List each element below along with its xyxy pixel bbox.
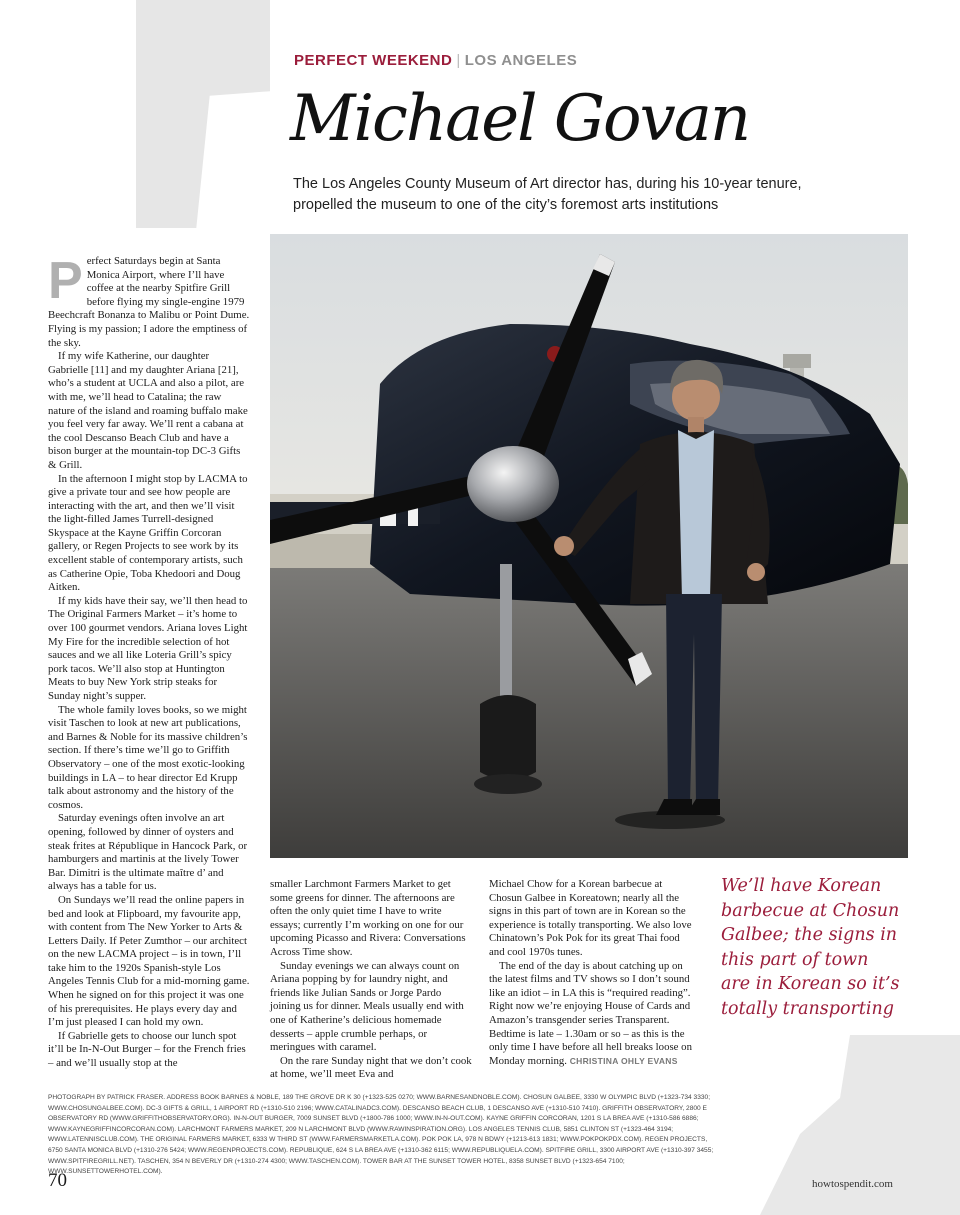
body-paragraph: In the afternoon I might stop by LACMA to give a private tour and see how people are interacting with the art, and then we’ll visit the light-filled James Turrell-designed Skyspace at the Kayne Griffin Corcoran gallery, or Regen Projects to see work by its excellent stable of contemporary artists, such as Catherine Opie, Toba Khedoori and Doug Aitken. xyxy=(48,472,248,594)
open-quote-mark xyxy=(136,0,270,228)
body-paragraph: On Sundays we’ll read the online papers in bed and look at Flipboard, my favourite app, with content from The New Yorker to Arts & Letters Daily. If Peter Zumthor – our architect on the new LACMA project – is in town, I’ll take him to the 1920s Spanish-style Los Angeles Tennis Club for a mid-morning game. When he signed on for this project it was one of his prerequisites. He plays every day and I’m just pleased I can hold my own. xyxy=(48,893,250,1029)
byline: CHRISTINA OHLY EVANS xyxy=(569,1055,678,1066)
body-paragraph: On the rare Sunday night that we don’t cook at home, we’ll meet Eva and xyxy=(270,1054,472,1081)
page-number: 70 xyxy=(48,1170,67,1191)
body-paragraph: Michael Chow for a Korean barbecue at Chosun Galbee in Koreatown; nearly all the signs in this part of town are in Korean so the experience is totally transporting. We also love Chinatown’s Pok Pok for its great Thai food and cool 1970s tunes. xyxy=(489,878,692,958)
body-paragraph: erfect Saturdays begin at Santa Monica Airport, where I’ll have coffee at the nearby Spitfire Grill before flying my single-engine 1979 Beechcraft Bonanza to Malibu or Point Dume. Flying is my passion; I adore the emptiness of the sky. xyxy=(48,255,250,349)
body-paragraph: smaller Larchmont Farmers Market to get some greens for dinner. The afternoons are often the only quiet time I have to write essays; currently I’m working on one for our upcoming Picasso and Rivera: Conversations Across Time show. xyxy=(270,878,466,958)
body-paragraph: Saturday evenings often involve an art opening, followed by dinner of oysters and steak frites at République in Hancock Park, or hamburgers and martinis at the lively Tower Bar. Dimitri is the ultimate maître d’ and always has a table for us. xyxy=(48,812,248,893)
pull-quote: We’ll have Korean barbecue at Chosun Galbee; the signs in this part of town are in Korean so it’s totally transporting xyxy=(721,876,900,1019)
kicker-location: LOS ANGELES xyxy=(464,52,578,69)
standfirst: The Los Angeles County Museum of Art director has, during his 10-year tenure, propelled the museum to one of the city’s foremost arts institutions xyxy=(293,176,802,213)
body-paragraph: Sunday evenings we can always count on Ariana popping by for laundry night, and friends like Julian Sands or Jorge Pardo joining us for dinner. Meals usually end with one of Katherine’s delicious homemade desserts – apple crumble perhaps, or meringues with caramel. xyxy=(270,959,464,1054)
kicker-section: PERFECT WEEKEND xyxy=(294,52,453,69)
body-paragraph: The end of the day is about catching up on the latest films and TV shows so I don’t sound like an idiot – in LA this is “required reading”. Right now we’re enjoying House of Cards and Amazon’s transgender series Transparent. Bedtime is late – 1.30am or so – as this is the only time I have before all hell breaks loose on Monday morning. xyxy=(489,959,692,1067)
body-column-3 xyxy=(489,878,692,1068)
body-paragraph: If my kids have their say, we’ll then head to The Original Farmers Market – it’s home to over 100 gourmet vendors. Ariana loves Light My Fire for the incredible selection of hot sauces and we all like Loteria Grill’s spicy pork tacos. We’ll also stop at Huntington Meats to buy New York strip steaks for Sunday night’s supper. xyxy=(48,594,248,702)
body-column-2 xyxy=(270,878,472,1082)
section-kicker: PERFECT WEEKEND | LOS ANGELES xyxy=(294,52,578,69)
hero-photo-illustration xyxy=(270,234,908,858)
hero-photo xyxy=(270,234,908,858)
address-book: PHOTOGRAPH BY PATRICK FRASER. ADDRESS BOOK BARNES & NOBLE, 189 THE GROVE DR K 30 (+1323-525 0270; WWW.BARNESANDNOBLE.COM). CHOSUN GALBEE, 3330 W OLYMPIC BLVD (+1323-734 3330; WWW.CHOSUNGALBEE.COM). DC-3 GIFTS & GRILL, 1 AIRPORT RD (+1310-510 2196; WWW.CATALINADC3.COM). DESCANSO BEACH CLUB, 1 DESCANSO AVE (+1310-510 7410). GRIFFITH OBSERVATORY, 2800 E OBSERVATORY RD (WWW.GRIFFITHOBSERVATORY.ORG). IN-N-OUT BURGER, 7009 SUNSET BLVD (+1800-786 1000; WWW.IN-N-OUT.COM). KAYNE GRIFFIN CORCORAN, 1201 S LA BREA AVE (+1310-586 6886; WWW.KAYNEGRIFFINCORCORAN.COM). LARCHMONT FARMERS MARKET, 209 N LARCHMONT BLVD (WWW.RAWINSPIRATION.ORG). LOS ANGELES TENNIS CLUB, 5851 CLINTON ST (+1323-464 3194; WWW.LATENNISCLUB.COM). THE ORIGINAL FARMERS MARKET, 6333 W THIRD ST (WWW.FARMERSMARKETLA.COM). POK POK LA, 978 N BDWY (+1213-613 1831; WWW.POKPOKPDX.COM). REGEN PROJECTS, 6750 SANTA MONICA BLVD (+1310-276 5424; WWW.REGENPROJECTS.COM). REPUBLIQUE, 624 S LA BREA AVE (+1310-362 6115; WWW.REPUBLIQUELA.COM). SPITFIRE GRILL, 3300 AIRPORT AVE (+1310-397 3455; WWW.SPITFIREGRILL.NET). TASCHEN, 354 N BEVERLY DR (+1310-274 4300; WWW.TASCHEN.COM). TOWER BAR AT THE SUNSET TOWER HOTEL, 8358 SUNSET BLVD (+1323-654 7100; WWW.SUNSETTOWERHOTEL.COM). xyxy=(48,1094,714,1176)
body-paragraph: The whole family loves books, so we might visit Taschen to look at new art publications, and Barnes & Noble for its massive children’s section. If there’s time we’ll go to Griffith Observatory – one of the most exotic-looking buildings in LA – to hear director Ed Krupp talk about astronomy and the history of the cosmos. xyxy=(48,703,248,811)
body-paragraph: If my wife Katherine, our daughter Gabrielle [11] and my daughter Ariana [21], who’s a student at UCLA and also a pilot, are with me, we’ll head to Catalina; the raw nature of the island and roaming buffalo make you feel very far away. We’ll rent a cabana at the cool Descanso Beach Club and have a bison burger at the mountain-top DC-3 Gifts & Grill. xyxy=(48,350,248,471)
body-column-1 xyxy=(48,252,250,1071)
drop-cap: P xyxy=(48,252,83,310)
body-paragraph: If Gabrielle gets to choose our lunch spot it’ll be In-N-Out Burger – for the French fries – and we’ll usually stop at the xyxy=(48,1029,246,1070)
site-url: howtospendit.com xyxy=(812,1178,893,1190)
page-title: Michael Govan xyxy=(290,82,750,156)
